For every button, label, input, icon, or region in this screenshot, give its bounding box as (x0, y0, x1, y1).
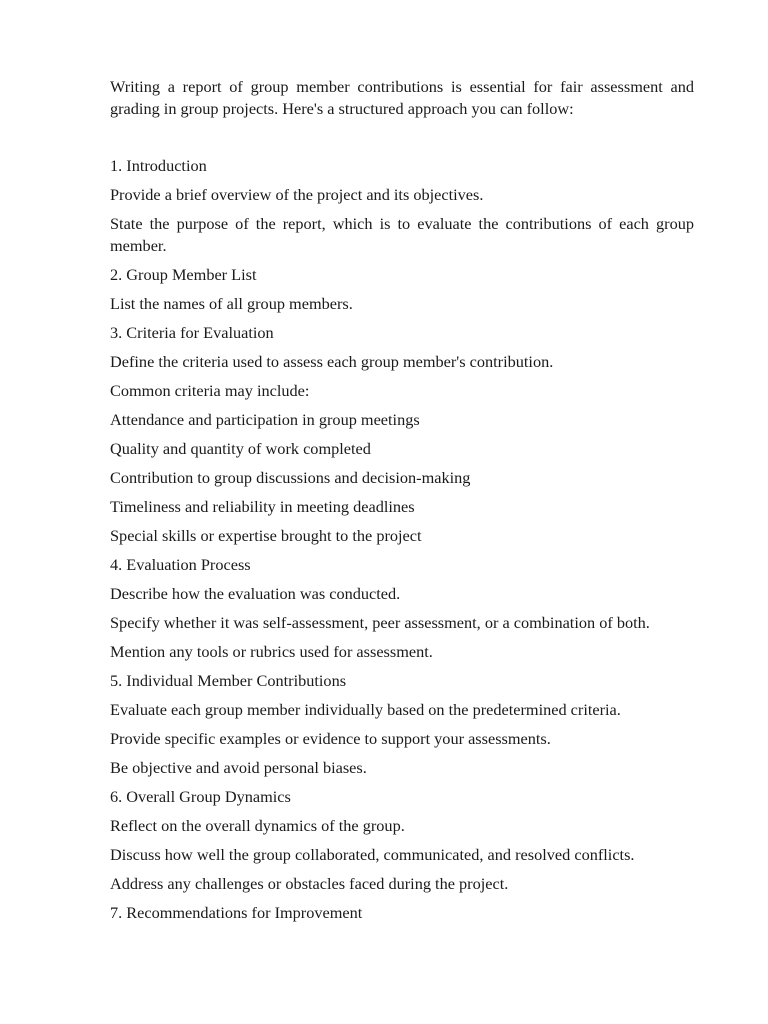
section-heading-group-member-list: 2. Group Member List (110, 265, 257, 284)
body-line: Common criteria may include: (110, 381, 310, 400)
body-line: Discuss how well the group collaborated, communicated, and resolved conflicts. (110, 845, 635, 864)
criteria-item: Timeliness and reliability in meeting deadlines (110, 497, 415, 516)
body-line: Evaluate each group member individually based on the predetermined criteria. (110, 700, 621, 719)
body-line: Define the criteria used to assess each group member's contribution. (110, 352, 554, 371)
section-heading-individual-contributions: 5. Individual Member Contributions (110, 671, 347, 690)
body-line: Address any challenges or obstacles faced during the project. (110, 874, 509, 893)
section-heading-recommendations: 7. Recommendations for Improvement (110, 903, 363, 922)
body-line: Describe how the evaluation was conducted. (110, 584, 401, 603)
criteria-item: Quality and quantity of work completed (110, 439, 371, 458)
section-heading-group-dynamics: 6. Overall Group Dynamics (110, 787, 291, 806)
body-line: Be objective and avoid personal biases. (110, 758, 367, 777)
body-line: Mention any tools or rubrics used for assessment. (110, 642, 433, 661)
criteria-item: Attendance and participation in group meetings (110, 410, 420, 429)
body-line: Provide specific examples or evidence to support your assessments. (110, 729, 551, 748)
criteria-item: Special skills or expertise brought to the project (110, 526, 422, 545)
body-line: List the names of all group members. (110, 294, 353, 313)
section-heading-introduction: 1. Introduction (110, 156, 207, 175)
document-page (110, 76, 694, 931)
document-body (110, 155, 694, 924)
body-line: Provide a brief overview of the project and its objectives. (110, 185, 484, 204)
intro-paragraph: Writing a report of group member contributions is essential for fair assessment and grading in group projects. Here's a structured approach you can follow: (110, 77, 694, 118)
body-line: State the purpose of the report, which is to evaluate the contributions of each group member. (110, 214, 694, 255)
section-heading-criteria: 3. Criteria for Evaluation (110, 323, 274, 342)
section-heading-evaluation-process: 4. Evaluation Process (110, 555, 251, 574)
criteria-item: Contribution to group discussions and decision-making (110, 468, 471, 487)
body-line: Reflect on the overall dynamics of the group. (110, 816, 405, 835)
body-line: Specify whether it was self-assessment, peer assessment, or a combination of both. (110, 613, 650, 632)
